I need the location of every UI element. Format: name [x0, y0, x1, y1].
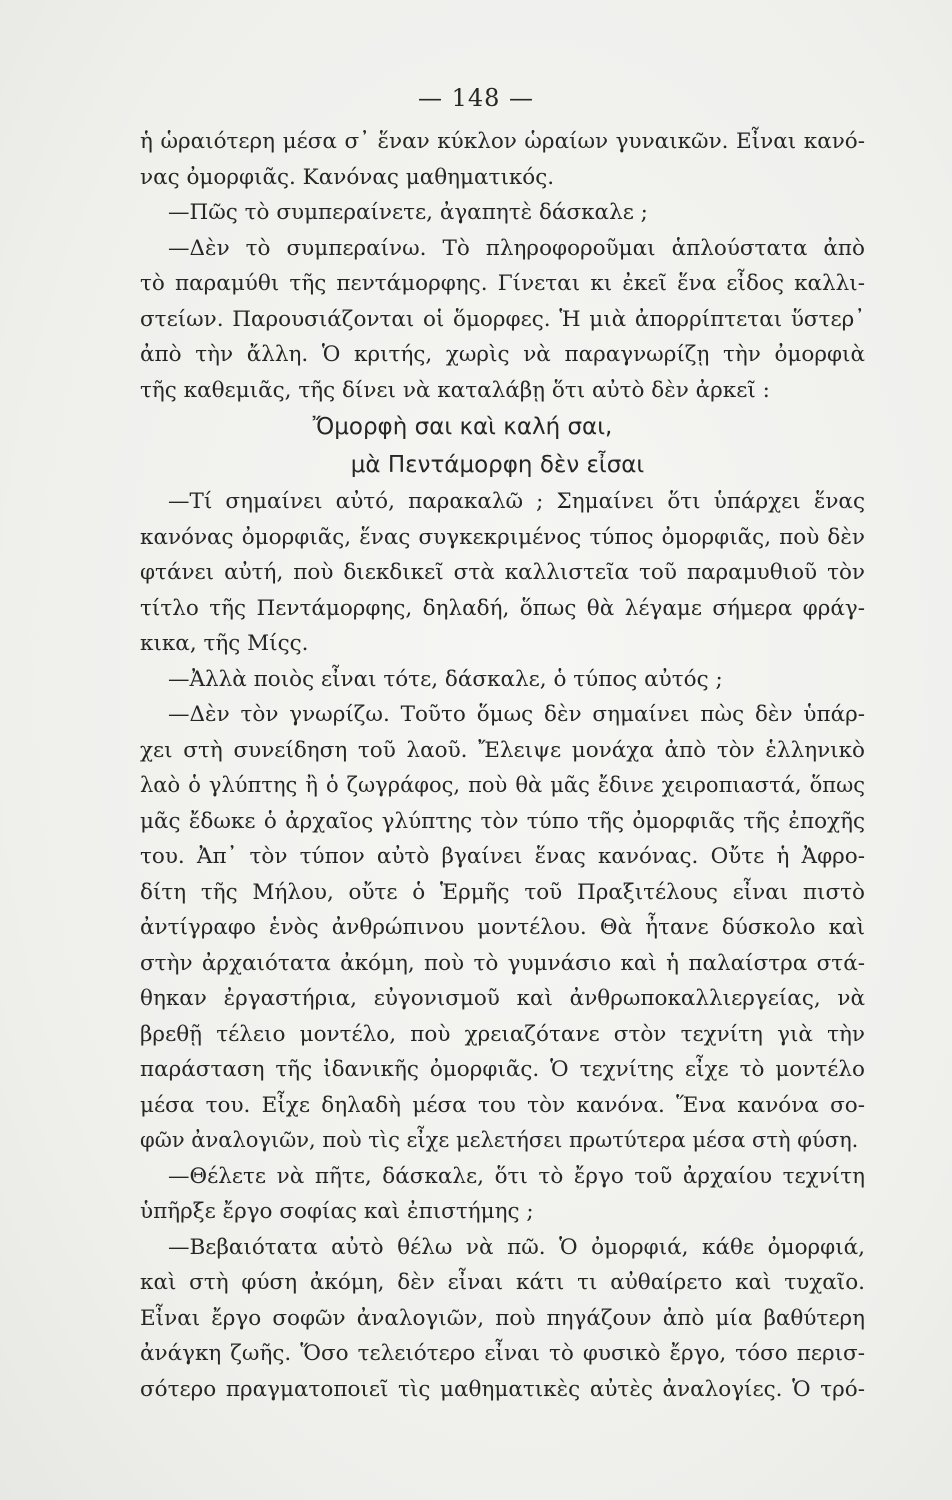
dialogue-line: —Βεβαιότατα αὐτὸ θέλω νὰ πῶ. Ὁ ὀμορφιά, κάθε ὀμορφιά, [168, 1234, 865, 1260]
text-line: βρεθῇ τέλειο μοντέλο, ποὺ χρειαζότανε στὸν τεχνίτη γιὰ τὴν [140, 1021, 865, 1047]
text-line: τῆς καθεμιᾶς, τῆς δίνει νὰ καταλάβῃ ὅτι αὐτὸ δὲν ἀρκεῖ : [140, 377, 770, 403]
page-number: — 148 — [417, 84, 535, 112]
verse-line: μὰ Πεντάμορφη δὲν εἶσαι [350, 452, 645, 478]
text-line: φῶν ἀναλογιῶν, ποὺ τὶς εἶχε μελετήσει πρωτύτερα μέσα στὴ φύση. [140, 1128, 859, 1152]
text-line: στὴν ἀρχαιότατα ἀκόμη, ποὺ τὸ γυμνάσιο καὶ ἡ παλαίστρα στά- [140, 950, 865, 976]
text-line: ἀνάγκη ζωῆς. Ὅσο τελειότερο εἶναι τὸ φυσικὸ ἔργο, τόσο περισ- [140, 1341, 865, 1366]
text-line: μέσα του. Εἶχε δηλαδὴ μέσα του τὸν κανόνα. Ἕνα κανόνα σο- [140, 1092, 865, 1118]
text-line: του. Ἀπ᾿ τὸν τύπον αὐτὸ βγαίνει ἕνας κανόνας. Οὔτε ἡ Ἀφρο- [140, 844, 865, 869]
text-line: ὑπῆρξε ἔργο σοφίας καὶ ἐπιστήμης ; [140, 1199, 534, 1224]
text-line: φτάνει αὐτή, ποὺ διεκδικεῖ στὰ καλλιστεῖα τοῦ παραμυθιοῦ τὸν [140, 560, 865, 585]
text-line: ἀντίγραφο ἑνὸς ἀνθρώπινου μοντέλου. Θὰ ἦτανε δύσκολο καὶ [140, 915, 865, 940]
body-text [140, 124, 865, 1407]
dialogue-line: —Θέλετε νὰ πῆτε, δάσκαλε, ὅτι τὸ ἔργο τοῦ ἀρχαίου τεχνίτη [168, 1163, 865, 1189]
text-line: ἀπὸ τὴν ἄλλη. Ὁ κριτής, χωρὶς νὰ παραγνωρίζῃ τὴν ὀμορφιὰ [140, 342, 865, 367]
text-line: κικα, τῆς Μίςς. [140, 631, 309, 656]
text-line: παράσταση τῆς ἰδανικῆς ὀμορφιᾶς. Ὁ τεχνίτης εἶχε τὸ μοντέλο [140, 1057, 865, 1082]
text-line: θηκαν ἐργαστήρια, εὐγονισμοῦ καὶ ἀνθρωποκαλλιεργείας, νὰ [140, 986, 865, 1011]
dialogue-line: —Πῶς τὸ συμπεραίνετε, ἀγαπητὲ δάσκαλε ; [168, 200, 648, 225]
text-line: τὸ παραμύθι τῆς πεντάμορφης. Γίνεται κι ἐκεῖ ἕνα εἶδος καλλι- [140, 271, 865, 296]
text-line: ἡ ὡραιότερη μέσα σ᾿ ἕναν κύκλον ὡραίων γυναικῶν. Εἶναι κανό- [140, 129, 865, 154]
text-line: καὶ στὴ φύση ἀκόμη, δὲν εἶναι κάτι τι αὐθαίρετο καὶ τυχαῖο. [140, 1270, 865, 1295]
text-line: μᾶς ἔδωκε ὁ ἀρχαῖος γλύπτης τὸν τύπο τῆς ὀμορφιᾶς τῆς ἐποχῆς [140, 808, 865, 834]
dialogue-line: —Δὲν τὸ συμπεραίνω. Τὸ πληροφοροῦμαι ἁπλούστατα ἀπὸ [168, 235, 865, 261]
text-line: νας ὀμορφιᾶς. Κανόνας μαθηματικός. [140, 164, 555, 190]
dialogue-line: —Ἀλλὰ ποιὸς εἶναι τότε, δάσκαλε, ὁ τύπος αὐτός ; [168, 666, 723, 692]
dialogue-line: —Τί σημαίνει αὐτό, παρακαλῶ ; Σημαίνει ὅτι ὑπάρχει ἕνας [168, 489, 865, 514]
text-line: σότερο πραγματοποιεῖ τὶς μαθηματικὲς αὐτὲς ἀναλογίες. Ὁ τρό- [140, 1376, 865, 1402]
text-line: λαὸ ὁ γλύπτης ἢ ὁ ζωγράφος, ποὺ θὰ μᾶς ἔδινε χειροπιαστά, ὅπως [140, 773, 865, 797]
dialogue-line: —Δὲν τὸν γνωρίζω. Τοῦτο ὅμως δὲν σημαίνει πὼς δὲν ὑπάρ- [168, 702, 865, 727]
text-line: δίτη τῆς Μήλου, οὔτε ὁ Ἑρμῆς τοῦ Πραξιτέλους εἶναι πιστὸ [140, 879, 865, 905]
text-line: χει στὴ συνείδηση τοῦ λαοῦ. Ἔλειψε μονάχα ἀπὸ τὸν ἑλληνικὸ [140, 737, 865, 763]
text-line: κανόνας ὀμορφιᾶς, ἕνας συγκεκριμένος τύπος ὀμορφιᾶς, ποὺ δὲν [140, 524, 865, 550]
text-line: Εἶναι ἔργο σοφῶν ἀναλογιῶν, ποὺ πηγάζουν ἀπὸ μία βαθύτερη [140, 1305, 865, 1331]
text-line: στείων. Παρουσιάζονται οἱ ὅμορφες. Ἡ μιὰ ἀπορρίπτεται ὕστερ᾿ [140, 306, 865, 332]
text-line: τίτλο τῆς Πεντάμορφης, δηλαδή, ὅπως θὰ λέγαμε σήμερα φράγ- [140, 595, 865, 621]
verse-line: Ὄμορφὴ σαι καὶ καλή σαι, [312, 414, 613, 440]
